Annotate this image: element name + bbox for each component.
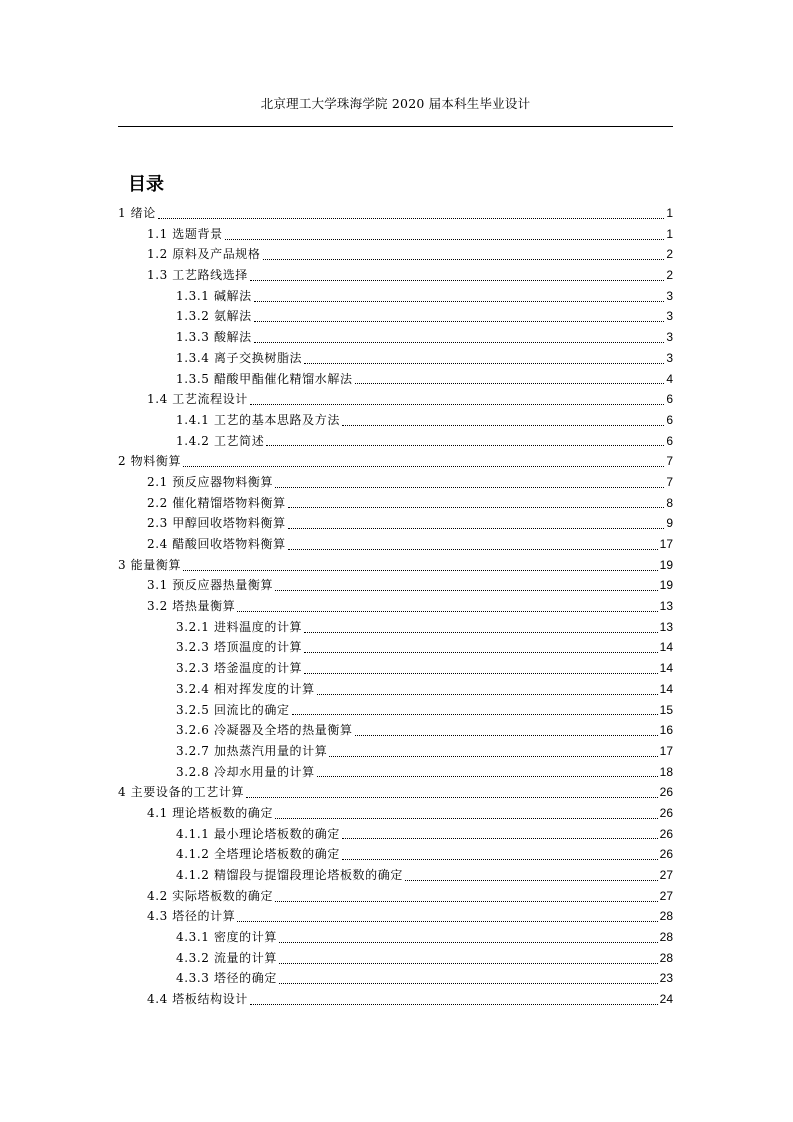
toc-entry-label: 4.2 实际塔板数的确定 bbox=[147, 888, 274, 903]
dot-leader bbox=[266, 445, 664, 446]
toc-entry-label: 2.4 醋酸回收塔物料衡算 bbox=[147, 537, 286, 551]
toc-entry-page-number: 18 bbox=[659, 764, 673, 779]
dot-leader bbox=[304, 632, 657, 633]
toc-entry-page-number: 19 bbox=[659, 557, 673, 572]
toc-entry-label: 1 绪论 bbox=[118, 206, 156, 220]
toc-entry[interactable] bbox=[118, 596, 673, 617]
toc-entry-label: 1.3.3 酸解法 bbox=[176, 330, 252, 345]
toc-entry[interactable] bbox=[118, 948, 673, 969]
dot-leader bbox=[342, 838, 658, 839]
toc-entry-label: 3.2.4 相对挥发度的计算 bbox=[176, 681, 315, 696]
toc-entry[interactable] bbox=[118, 369, 673, 390]
dot-leader bbox=[279, 963, 658, 964]
toc-entry-page-number: 1 bbox=[666, 226, 673, 241]
toc-entry[interactable] bbox=[118, 803, 673, 824]
dot-leader bbox=[329, 756, 657, 757]
toc-entry-page-number: 17 bbox=[659, 537, 673, 551]
dot-leader bbox=[225, 239, 665, 240]
toc-entry[interactable] bbox=[118, 244, 673, 265]
dot-leader bbox=[275, 487, 664, 488]
toc-entry-label: 2 物料衡算 bbox=[118, 454, 182, 469]
toc-title: 目录 bbox=[128, 174, 164, 195]
dot-leader bbox=[237, 921, 657, 922]
toc-entry-page-number: 28 bbox=[659, 909, 673, 924]
toc-entry-label: 3.2.3 塔釜温度的计算 bbox=[176, 661, 303, 676]
toc-entry-label: 3.2.1 进料温度的计算 bbox=[176, 619, 303, 634]
toc-entry[interactable] bbox=[118, 720, 673, 741]
toc-entry-label: 4.1 理论塔板数的确定 bbox=[147, 805, 274, 820]
dot-leader bbox=[254, 301, 665, 302]
toc-entry-page-number: 2 bbox=[666, 268, 673, 283]
toc-entry-page-number: 14 bbox=[659, 661, 673, 676]
toc-entry-label: 3.2.8 冷却水用量的计算 bbox=[176, 764, 315, 779]
toc-entry-page-number: 26 bbox=[659, 805, 673, 820]
toc-entry-page-number: 16 bbox=[659, 723, 673, 738]
toc-entry[interactable] bbox=[118, 886, 673, 907]
toc-entry-label: 3.2 塔热量衡算 bbox=[147, 599, 236, 614]
toc-entry-page-number: 4 bbox=[666, 371, 673, 386]
toc-entry-page-number: 3 bbox=[666, 330, 673, 345]
toc-entry[interactable] bbox=[118, 762, 673, 783]
toc-entry-page-number: 28 bbox=[659, 930, 673, 945]
toc-entry-page-number: 27 bbox=[659, 868, 673, 882]
dot-leader bbox=[275, 818, 658, 819]
dot-leader bbox=[158, 218, 664, 219]
toc-entry[interactable] bbox=[118, 658, 673, 679]
toc-entry-page-number: 15 bbox=[659, 702, 673, 717]
toc-entry-label: 1.2 原料及产品规格 bbox=[147, 247, 261, 262]
toc-entry[interactable] bbox=[118, 637, 673, 658]
dot-leader bbox=[183, 570, 658, 571]
toc-entry-page-number: 8 bbox=[666, 495, 673, 510]
toc-entry-label: 2.2 催化精馏塔物料衡算 bbox=[147, 495, 286, 510]
toc-entry-label: 1.4.1 工艺的基本思路及方法 bbox=[176, 412, 340, 427]
toc-entry[interactable] bbox=[118, 555, 673, 576]
toc-entry-page-number: 9 bbox=[666, 516, 673, 531]
dot-leader bbox=[250, 280, 664, 281]
toc-entry-page-number: 26 bbox=[659, 847, 673, 862]
toc-entry[interactable] bbox=[118, 782, 673, 803]
toc-entry[interactable] bbox=[118, 513, 673, 534]
dot-leader bbox=[237, 611, 657, 612]
toc-entry[interactable] bbox=[118, 306, 673, 327]
dot-leader bbox=[254, 321, 665, 322]
toc-entry-label: 4.1.2 全塔理论塔板数的确定 bbox=[176, 847, 340, 862]
dot-leader bbox=[288, 507, 665, 508]
toc-entry[interactable] bbox=[118, 327, 673, 348]
toc-entry-page-number: 2 bbox=[666, 247, 673, 262]
toc-entry-page-number: 6 bbox=[666, 392, 673, 407]
toc-entry[interactable] bbox=[118, 741, 673, 762]
toc-entry-label: 4.3 塔径的计算 bbox=[147, 909, 236, 924]
toc-entry[interactable] bbox=[118, 451, 673, 472]
toc-entry-label: 2.1 预反应器物料衡算 bbox=[147, 474, 274, 489]
dot-leader bbox=[317, 694, 658, 695]
toc-entry-page-number: 14 bbox=[659, 640, 673, 655]
toc-entry-label: 4.3.3 塔径的确定 bbox=[176, 971, 277, 986]
page-header: 北京理工大学珠海学院 2020 届本科生毕业设计 bbox=[260, 96, 531, 111]
toc-entry-page-number: 7 bbox=[666, 454, 673, 469]
toc-entry[interactable] bbox=[118, 224, 673, 245]
toc-entry-label: 4 主要设备的工艺计算 bbox=[118, 785, 245, 800]
dot-leader bbox=[317, 776, 658, 777]
dot-leader bbox=[304, 652, 657, 653]
toc-entry-page-number: 6 bbox=[666, 412, 673, 427]
toc-entry-label: 3.2.3 塔顶温度的计算 bbox=[176, 640, 303, 655]
dot-leader bbox=[250, 404, 664, 405]
toc-entry-label: 1.4.2 工艺简述 bbox=[176, 433, 265, 448]
dot-leader bbox=[288, 528, 665, 529]
toc-entry-page-number: 17 bbox=[659, 743, 673, 758]
toc-entry-label: 1.3.1 碱解法 bbox=[176, 288, 252, 303]
toc-entry[interactable] bbox=[118, 989, 673, 1010]
toc-entry-page-number: 3 bbox=[666, 309, 673, 324]
toc-entry[interactable] bbox=[118, 927, 673, 948]
toc-entry[interactable] bbox=[118, 431, 673, 452]
toc-entry-page-number: 24 bbox=[659, 992, 673, 1007]
toc-entry-label: 2.3 甲醇回收塔物料衡算 bbox=[147, 516, 286, 531]
toc-entry-label: 1.3.5 醋酸甲酯催化精馏水解法 bbox=[176, 371, 353, 386]
table-of-contents bbox=[118, 203, 673, 1010]
dot-leader bbox=[183, 466, 664, 467]
toc-entry[interactable] bbox=[118, 865, 673, 886]
dot-leader bbox=[279, 983, 658, 984]
toc-entry[interactable] bbox=[118, 348, 673, 369]
toc-entry[interactable] bbox=[118, 700, 673, 721]
toc-entry-label: 1.3 工艺路线选择 bbox=[147, 268, 248, 283]
toc-entry-page-number: 23 bbox=[659, 971, 673, 986]
dot-leader bbox=[263, 259, 665, 260]
toc-entry-page-number: 13 bbox=[659, 599, 673, 614]
toc-entry[interactable] bbox=[118, 493, 673, 514]
toc-entry[interactable] bbox=[118, 286, 673, 307]
toc-entry[interactable] bbox=[118, 410, 673, 431]
toc-entry-page-number: 28 bbox=[659, 950, 673, 965]
toc-entry-label: 3 能量衡算 bbox=[118, 557, 182, 572]
dot-leader bbox=[355, 383, 665, 384]
toc-entry[interactable] bbox=[118, 575, 673, 596]
toc-entry-label: 4.4 塔板结构设计 bbox=[147, 992, 248, 1007]
dot-leader bbox=[275, 901, 658, 902]
toc-entry[interactable] bbox=[118, 203, 673, 224]
dot-leader bbox=[405, 880, 658, 881]
toc-entry-label: 4.1.2 精馏段与提馏段理论塔板数的确定 bbox=[176, 868, 403, 882]
toc-entry[interactable] bbox=[118, 617, 673, 638]
toc-entry[interactable] bbox=[118, 679, 673, 700]
dot-leader bbox=[304, 363, 664, 364]
toc-entry-label: 4.3.1 密度的计算 bbox=[176, 930, 277, 945]
dot-leader bbox=[250, 1004, 658, 1005]
toc-entry-label: 3.2.7 加热蒸汽用量的计算 bbox=[176, 743, 328, 758]
toc-entry-label: 3.2.6 冷凝器及全塔的热量衡算 bbox=[176, 723, 353, 738]
toc-entry-label: 3.1 预反应器热量衡算 bbox=[147, 578, 274, 593]
dot-leader bbox=[355, 735, 658, 736]
dot-leader bbox=[246, 797, 658, 798]
toc-entry[interactable] bbox=[118, 472, 673, 493]
dot-leader bbox=[342, 425, 664, 426]
toc-entry[interactable] bbox=[118, 389, 673, 410]
toc-entry[interactable] bbox=[118, 265, 673, 286]
dot-leader bbox=[304, 673, 657, 674]
toc-entry-label: 1.1 选题背景 bbox=[147, 226, 223, 241]
toc-entry[interactable] bbox=[118, 534, 673, 555]
toc-entry-page-number: 27 bbox=[659, 888, 673, 903]
toc-entry-page-number: 1 bbox=[666, 206, 673, 220]
toc-entry-page-number: 26 bbox=[659, 785, 673, 800]
toc-entry-label: 3.2.5 回流比的确定 bbox=[176, 702, 290, 717]
toc-entry-page-number: 13 bbox=[659, 619, 673, 634]
dot-leader bbox=[288, 549, 658, 550]
toc-entry-label: 1.4 工艺流程设计 bbox=[147, 392, 248, 407]
toc-entry-page-number: 19 bbox=[659, 578, 673, 593]
toc-entry-label: 4.3.2 流量的计算 bbox=[176, 950, 277, 965]
toc-entry-label: 1.3.2 氨解法 bbox=[176, 309, 252, 324]
dot-leader bbox=[254, 342, 665, 343]
toc-entry[interactable] bbox=[118, 906, 673, 927]
dot-leader bbox=[275, 590, 658, 591]
dot-leader bbox=[279, 942, 658, 943]
toc-entry-page-number: 26 bbox=[659, 826, 673, 841]
dot-leader bbox=[292, 714, 658, 715]
toc-entry-page-number: 3 bbox=[666, 350, 673, 365]
toc-entry[interactable] bbox=[118, 824, 673, 845]
toc-entry-page-number: 7 bbox=[666, 474, 673, 489]
dot-leader bbox=[342, 859, 658, 860]
toc-entry[interactable] bbox=[118, 844, 673, 865]
header-rule bbox=[118, 126, 673, 127]
toc-entry-page-number: 6 bbox=[666, 433, 673, 448]
toc-entry-label: 1.3.4 离子交换树脂法 bbox=[176, 350, 303, 365]
toc-entry-page-number: 3 bbox=[666, 288, 673, 303]
toc-entry[interactable] bbox=[118, 968, 673, 989]
toc-entry-page-number: 14 bbox=[659, 681, 673, 696]
toc-entry-label: 4.1.1 最小理论塔板数的确定 bbox=[176, 826, 340, 841]
